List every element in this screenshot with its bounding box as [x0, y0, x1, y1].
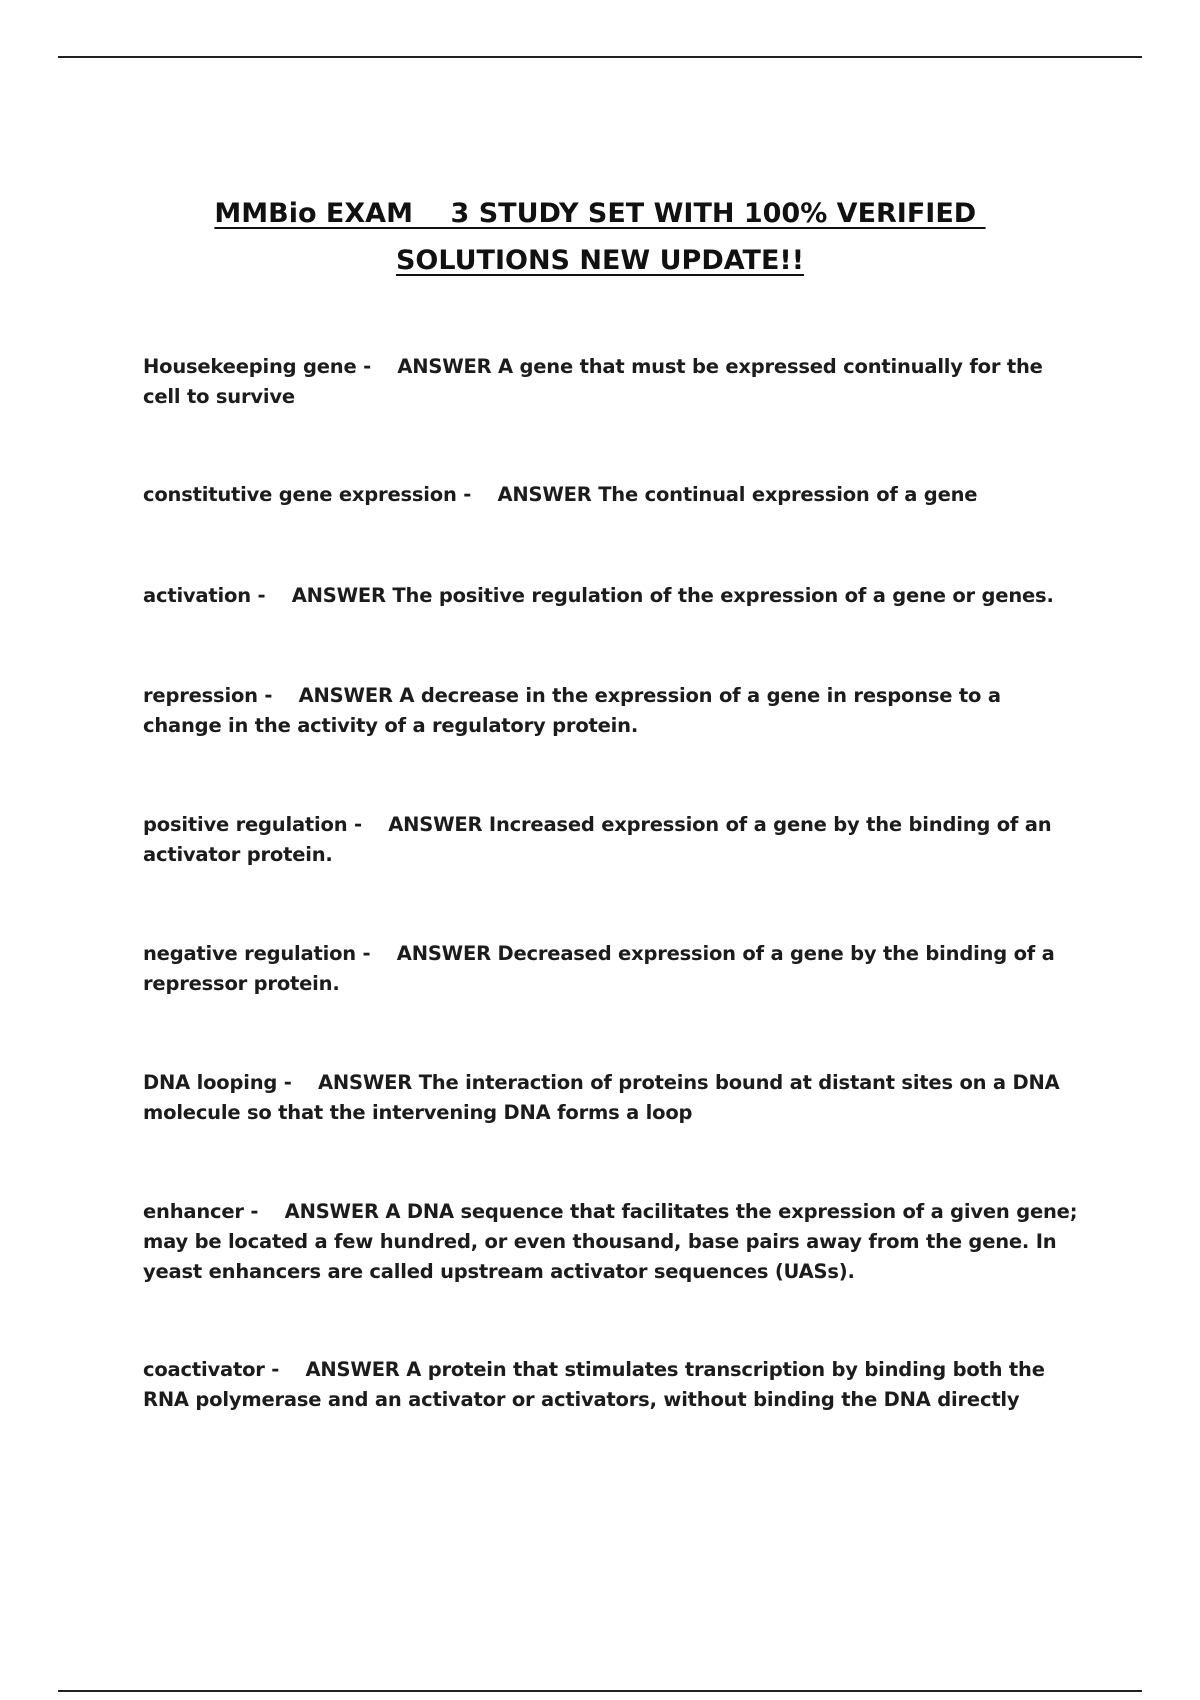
title-line-2: SOLUTIONS NEW UPDATE!! [395, 245, 805, 276]
entry-answer: Increased expression of a gene by the binding of an activator protein. [143, 813, 1052, 866]
top-rule [58, 56, 1142, 58]
entry-term: repression [143, 684, 258, 707]
entry-separator: - ANSWER [355, 942, 498, 965]
qa-entry-positive-regulation [143, 810, 1083, 870]
entry-answer: The positive regulation of the expression of a gene or genes. [392, 584, 1054, 607]
entry-answer: A DNA sequence that facilitates the expression of a given gene; may be located a few hundred, or even thousand, base pairs away from the gene. In yeast enhancers are called upstream activator sequences (UASs). [143, 1200, 1078, 1283]
entry-answer: A gene that must be expressed continually for the cell to survive [143, 355, 1043, 408]
entry-term: enhancer [143, 1200, 244, 1223]
entry-separator: - ANSWER [250, 584, 393, 607]
entry-separator: - ANSWER [277, 1071, 419, 1094]
entry-separator: - ANSWER [456, 483, 599, 506]
qa-entry-constitutive-gene-expression [143, 480, 1083, 510]
qa-entry-negative-regulation [143, 939, 1083, 999]
qa-entry-activation [143, 581, 1083, 611]
qa-entry-dna-looping [143, 1068, 1083, 1128]
entry-separator: - ANSWER [347, 813, 489, 836]
entry-term: coactivator [143, 1358, 265, 1381]
entry-separator: - ANSWER [257, 684, 400, 707]
qa-entry-enhancer [143, 1197, 1083, 1287]
page-title [0, 190, 1200, 284]
entry-separator: - ANSWER [356, 355, 499, 378]
qa-entry-repression [143, 681, 1083, 741]
entry-answer: The continual expression of a gene [598, 483, 978, 506]
entry-separator: - ANSWER [243, 1200, 386, 1223]
entry-term: constitutive gene expression [143, 483, 457, 506]
entry-term: Housekeeping gene [143, 355, 357, 378]
qa-entry-housekeeping-gene [143, 352, 1083, 412]
entry-separator: - ANSWER [264, 1358, 407, 1381]
entry-answer: A protein that stimulates transcription by binding both the RNA polymerase and an activator or activators, without binding the DNA directly [143, 1358, 1045, 1411]
entry-answer: A decrease in the expression of a gene in response to a change in the activity of a regulatory protein. [143, 684, 1001, 737]
entry-term: negative regulation [143, 942, 356, 965]
qa-entry-coactivator [143, 1355, 1083, 1415]
bottom-rule [58, 1690, 1142, 1692]
entry-term: positive regulation [143, 813, 348, 836]
entry-answer: The interaction of proteins bound at distant sites on a DNA molecule so that the intervening DNA forms a loop [143, 1071, 1060, 1124]
entry-term: activation [143, 584, 251, 607]
entry-term: DNA looping [143, 1071, 278, 1094]
entry-answer: Decreased expression of a gene by the binding of a repressor protein. [143, 942, 1055, 995]
title-line-1: MMBio EXAM 3 STUDY SET WITH 100% VERIFIED [214, 198, 986, 229]
